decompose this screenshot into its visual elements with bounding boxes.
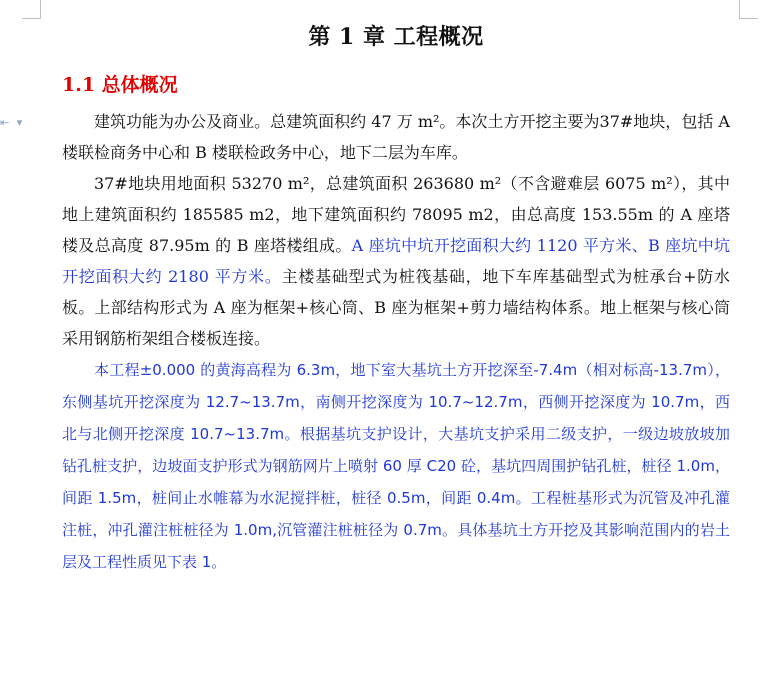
- overview-paragraph-2: [62, 168, 730, 354]
- chapter-title: 第 1 章 工程概况: [308, 24, 484, 50]
- overview-paragraph-2-blue-text: A 座坑中坑开挖面积大约 1120 平方米、B 座坑中坑开挖面积大约 2180 平方米。: [62, 236, 730, 286]
- overview-paragraph-2-tail-text: 主楼基础型式为桩筏基础，地下车库基础型式为桩承台+防水板。上部结构形式为 A 座为框架+核心筒、B 座为框架+剪力墙结构体系。地上框架与核心筒采用钢筋桁架组合楼板连接。: [62, 267, 730, 348]
- overview-paragraph-3: [62, 354, 730, 578]
- page-corner-mark-left: [22, 0, 41, 19]
- section-heading: 1.1 总体概况: [62, 74, 178, 96]
- page-corner-mark-right: [739, 0, 758, 19]
- overview-paragraph-2-black-text: 37#地块用地面积 53270 m²，总建筑面积 263680 m²（不含避难层 6075 m²），其中地上建筑面积约 185585 m2，地下建筑面积约 78095 m2，由总高度 153.55m 的 A 座塔楼及总高度 87.95m 的 B 座塔楼组成。: [62, 174, 730, 255]
- paragraph-anchor-icon[interactable]: ⇤ ▾: [0, 116, 25, 129]
- overview-paragraph-1: [62, 106, 730, 168]
- overview-paragraph-1-text: 建筑功能为办公及商业。总建筑面积约 47 万 m²。本次土方开挖主要为37#地块，包括 A 楼联检商务中心和 B 楼联检政务中心，地下二层为车库。: [62, 112, 730, 162]
- overview-paragraph-3-text: 本工程±0.000 的黄海高程为 6.3m，地下室大基坑土方开挖深至-7.4m（相对标高-13.7m），东侧基坑开挖深度为 12.7~13.7m，南侧开挖深度为 10.7~12.7m，西侧开挖深度为 10.7m，西北与北侧开挖深度 10.7~13.7m。根据基坑支护设计，大基坑支护采用二级支护，一级边坡放坡加钻孔桩支护，边坡面支护形式为钢筋网片上喷射 60 厚 C20 砼，基坑四周围护钻孔桩，桩径 1.0m，间距 1.5m，桩间止水帷幕为水泥搅拌桩，桩径 0.5m，间距 0.4m。工程桩基形式为沉管及冲孔灌注桩，冲孔灌注桩桩径为 1.0m,沉管灌注桩桩径为 0.7m。具体基坑土方开挖及其影响范围内的岩土层及工程性质见下表 1。: [62, 361, 730, 571]
- document-page: [62, 22, 730, 578]
